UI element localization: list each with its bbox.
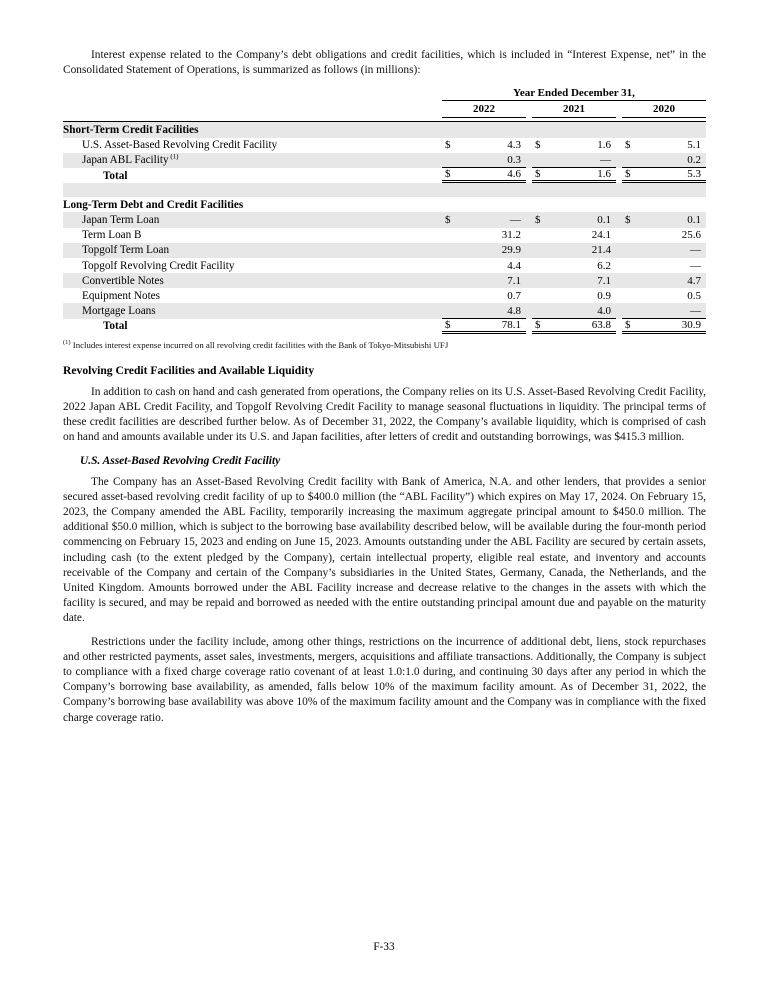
table-item-row xyxy=(63,288,706,303)
currency-symbol: $ xyxy=(445,139,451,152)
cell-value: 4.0 xyxy=(597,304,611,317)
year-column-header: 2020 xyxy=(622,102,706,118)
value-cell xyxy=(442,319,526,334)
paragraph-liquidity: In addition to cash on hand and cash generated from operations, the Company relies on its U.S. Asset-Based Revolving Credit Facility, 2022 Japan ABL Credit Facility, and Topgolf Revolving Credit Facility to manage seasonal fluctuations in liquidity. The principal terms of these credit facilities are described further below. As of December 31, 2022, the Company’s available liquidity, which is comprised of cash on hand and amounts available under its U.S. and Japan facilities, after letters of credit and outstanding borrowings, was $415.3 million. xyxy=(63,385,706,444)
table-section-row xyxy=(63,197,706,212)
row-label: Topgolf Revolving Credit Facility xyxy=(82,259,235,272)
row-label: Equipment Notes xyxy=(82,289,160,302)
cell-value: 30.9 xyxy=(681,318,701,331)
currency-symbol: $ xyxy=(445,168,451,181)
table-item-row xyxy=(63,258,706,273)
row-label: Convertible Notes xyxy=(82,274,164,287)
value-cell xyxy=(622,288,706,303)
table-body xyxy=(63,121,706,333)
cell-value: 0.7 xyxy=(507,289,521,302)
value-cell xyxy=(622,212,706,227)
cell-value: 4.6 xyxy=(507,168,521,181)
cell-value: 7.1 xyxy=(507,274,521,287)
value-cell xyxy=(442,153,526,168)
value-cell xyxy=(442,258,526,273)
table-item-row xyxy=(63,303,706,318)
cell-value: 1.6 xyxy=(597,168,611,181)
value-cell xyxy=(622,273,706,288)
table-year-header-row xyxy=(63,102,706,118)
table-total-row xyxy=(63,319,706,334)
cell-value: 6.2 xyxy=(597,259,611,272)
row-label: Japan ABL Facility $^{(1)}$ xyxy=(82,154,179,167)
page-number: F-33 xyxy=(373,941,395,953)
cell-value: 4.3 xyxy=(507,139,521,152)
cell-value: 25.6 xyxy=(681,229,701,242)
cell-value: 4.4 xyxy=(507,259,521,272)
value-cell xyxy=(622,138,706,153)
cell-value: 0.3 xyxy=(507,153,521,166)
currency-symbol: $ xyxy=(625,213,631,226)
cell-value: — xyxy=(690,259,701,272)
cell-value: 5.3 xyxy=(687,168,701,181)
cell-value: 0.1 xyxy=(597,213,611,226)
currency-symbol: $ xyxy=(625,139,631,152)
value-cell xyxy=(532,319,616,334)
value-cell xyxy=(442,243,526,258)
value-cell xyxy=(622,228,706,243)
value-cell xyxy=(532,138,616,153)
value-cell xyxy=(622,303,706,318)
paragraph-restrictions: Restrictions under the facility include, among other things, restrictions on the incurrence of additional debt, liens, stock repurchases and other restricted payments, asset sales, investments, mergers, acquisitions and affiliate transactions. Additionally, the Company is subject to compliance with a fixed charge coverage ratio covenant of at least 1.0:1.0 during, and continuing 30 days after any period in which the Company’s borrowing base availability, as amended, falls below 10% of the maximum facility amount. As of December 31, 2022, the Company’s borrowing base availability was above 10% of the maximum facility amount and the Company was in compliance with the fixed charge coverage ratio. xyxy=(63,635,706,724)
intro-paragraph: Interest expense related to the Company’s debt obligations and credit facilities, which is included in “Interest Expense, net” in the Consolidated Statement of Operations, is summarized as follows (in millions): xyxy=(63,49,706,77)
cell-value: 29.9 xyxy=(501,244,521,257)
currency-symbol: $ xyxy=(535,168,541,181)
row-label: Term Loan B xyxy=(82,229,142,242)
table-item-row xyxy=(63,243,706,258)
cell-value: 4.8 xyxy=(507,304,521,317)
value-cell xyxy=(532,303,616,318)
table-spacer-row xyxy=(63,183,706,197)
table-section-row xyxy=(63,122,706,137)
year-column-header: 2021 xyxy=(532,102,616,118)
year-column-header: 2022 xyxy=(442,102,526,118)
row-label: Topgolf Term Loan xyxy=(82,244,170,257)
table-item-row xyxy=(63,273,706,288)
value-cell xyxy=(532,243,616,258)
row-label: Total xyxy=(103,169,128,182)
value-cell xyxy=(532,288,616,303)
table-item-row xyxy=(63,138,706,153)
value-cell xyxy=(442,168,526,183)
currency-symbol: $ xyxy=(535,213,541,226)
value-cell xyxy=(622,243,706,258)
cell-value: — xyxy=(690,244,701,257)
value-cell xyxy=(442,228,526,243)
cell-value: — xyxy=(510,213,521,226)
table-total-row xyxy=(63,168,706,183)
cell-value: 0.5 xyxy=(687,289,701,302)
cell-value: 0.9 xyxy=(597,289,611,302)
table-item-row xyxy=(63,212,706,227)
value-cell xyxy=(532,153,616,168)
interest-expense-table xyxy=(63,87,706,333)
subsection-heading-us-abl: U.S. Asset-Based Revolving Credit Facility xyxy=(80,454,281,467)
footnote-marker: (1) xyxy=(63,338,71,346)
value-cell xyxy=(532,228,616,243)
value-cell xyxy=(532,273,616,288)
value-cell xyxy=(532,258,616,273)
cell-value: 78.1 xyxy=(501,318,521,331)
cell-value: — xyxy=(600,153,611,166)
value-cell xyxy=(622,258,706,273)
currency-symbol: $ xyxy=(625,318,631,331)
value-cell xyxy=(442,212,526,227)
currency-symbol: $ xyxy=(445,318,451,331)
cell-value: — xyxy=(690,304,701,317)
row-label: Total xyxy=(103,320,128,333)
currency-symbol: $ xyxy=(445,213,451,226)
cell-value: 21.4 xyxy=(591,244,611,257)
cell-value: 1.6 xyxy=(597,139,611,152)
cell-value: 0.1 xyxy=(687,213,701,226)
paragraph-abl-facility: The Company has an Asset-Based Revolving Credit facility with Bank of America, N.A. and other lenders, that provides a senior secured asset-based revolving credit facility of up to $400.0 million (the “ABL Facility”) which expires on May 17, 2024. On February 15, 2023, the Company amended the ABL Facility, temporarily increasing the maximum aggregate principal amount to $450.0 million. The additional $50.0 million, which is subject to the borrowing base availability described below, will be available during the four-month period commencing on February 15, 2023 and ending on June 15, 2023. Amounts outstanding under the ABL Facility are secured by certain assets, including cash (to the extent pledged by the Company), certain intellectual property, eligible real estate, and inventory and accounts receivable of the Company and certain of the Company’s subsidiaries in the United States, Germany, Canada, the Netherlands, and the United Kingdom. Amounts borrowed under the ABL Facility increase and decrease relative to the changes in the assets with which the facility is secured, and may be repaid and borrowed as needed with the entire outstanding principal amount due and payable on the maturity date. xyxy=(63,475,706,625)
currency-symbol: $ xyxy=(625,168,631,181)
section-heading-revolving-credit: Revolving Credit Facilities and Available Liquidity xyxy=(63,363,315,377)
row-label: Long-Term Debt and Credit Facilities xyxy=(63,198,244,211)
cell-value: 63.8 xyxy=(591,318,611,331)
row-label: Japan Term Loan xyxy=(82,213,160,226)
value-cell xyxy=(532,168,616,183)
table-footnote xyxy=(63,339,706,350)
cell-value: 31.2 xyxy=(501,229,521,242)
period-header: Year Ended December 31, xyxy=(442,87,706,101)
row-label: Short-Term Credit Facilities xyxy=(63,124,199,136)
row-label: U.S. Asset-Based Revolving Credit Facility xyxy=(82,139,278,152)
value-cell xyxy=(442,303,526,318)
cell-value: 7.1 xyxy=(597,274,611,287)
table-item-row xyxy=(63,153,706,168)
table-item-row xyxy=(63,228,706,243)
value-cell xyxy=(442,273,526,288)
cell-value: 5.1 xyxy=(687,139,701,152)
value-cell xyxy=(442,288,526,303)
cell-value: 4.7 xyxy=(687,274,701,287)
footnote-text: Includes interest expense incurred on all revolving credit facilities with the Bank of Tokyo-Mitsubishi UFJ xyxy=(72,339,449,350)
value-cell xyxy=(442,138,526,153)
cell-value: 0.2 xyxy=(687,153,701,166)
footnote-reference: (1) xyxy=(168,154,179,161)
value-cell xyxy=(532,212,616,227)
table-period-header-row xyxy=(63,87,706,101)
value-cell xyxy=(622,153,706,168)
currency-symbol: $ xyxy=(535,318,541,331)
currency-symbol: $ xyxy=(535,139,541,152)
row-label: Mortgage Loans xyxy=(82,305,156,318)
value-cell xyxy=(622,168,706,183)
cell-value: 24.1 xyxy=(591,229,611,242)
value-cell xyxy=(622,319,706,334)
